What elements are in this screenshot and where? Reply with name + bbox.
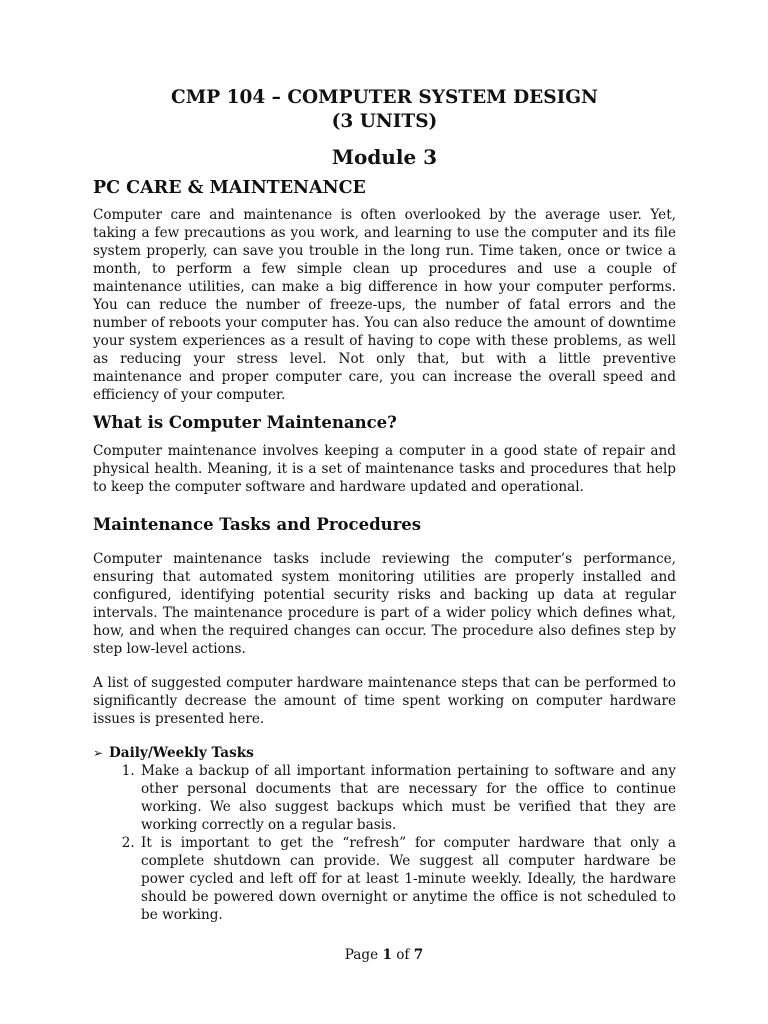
section-heading-what-is: What is Computer Maintenance? xyxy=(93,413,397,432)
tasks-paragraph-1: Computer maintenance tasks include reviewing the computer’s performance, ensuring that automated system monitoring utilities are properly installed and configured, identifying potential security risks and backing up data at regular intervals. The maintenance procedure is part of a wider policy which defines what, how, and when the required changes can occur. The procedure also defines step by step low-level actions. xyxy=(93,551,676,657)
current-page-number: 1 xyxy=(382,947,392,963)
course-units: (3 UNITS) xyxy=(331,111,438,132)
tasks-paragraph-2: A list of suggested computer hardware maintenance steps that can be performed to significantly decrease the amount of time spent working on computer hardware issues is presented here. xyxy=(93,675,676,727)
section-heading-tasks: Maintenance Tasks and Procedures xyxy=(93,515,422,534)
of-word: of xyxy=(396,947,410,963)
section-heading-pc-care: PC CARE & MAINTENANCE xyxy=(93,178,366,198)
total-pages-number: 7 xyxy=(413,947,424,963)
list-item: 1. Make a backup of all important information pertaining to software and any other personal documents that are necessary for the office to continue working. We also suggest backups which must be verified that they are working correctly on a regular basis. xyxy=(139,762,676,834)
task-list xyxy=(93,762,676,924)
page-word: Page xyxy=(344,947,379,963)
list-item: 2. It is important to get the “refresh” for computer hardware that only a complete shutdown can provide. We suggest all computer hardware be power cycled and left off for at least 1-minute weekly. Ideally, the hardware should be powered down overnight or anytime the office is not scheduled to be working. xyxy=(139,834,676,924)
arrow-bullet-icon: ➢ xyxy=(93,746,104,760)
pc-care-paragraph: Computer care and maintenance is often overlooked by the average user. Yet, taking a few precautions as you work, and learning to use the computer and its file system properly, can save you trouble in the long run. Time taken, once or twice a month, to perform a few simple clean up procedures and use a couple of maintenance utilities, can make a big difference in how your computer performs. You can reduce the number of freeze-ups, the number of fatal errors and the number of reboots your computer has. You can also reduce the amount of downtime your system experiences as a result of having to cope with these problems, as well as reducing your stress level. Not only that, but with a little preventive maintenance and proper computer care, you can increase the overall speed and efficiency of your computer. xyxy=(93,207,676,403)
course-title: CMP 104 – COMPUTER SYSTEM DESIGN xyxy=(171,87,598,108)
what-is-paragraph: Computer maintenance involves keeping a computer in a good state of repair and physical health. Meaning, it is a set of maintenance tasks and procedures that help to keep the computer software and hardware updated and operational. xyxy=(93,443,676,495)
page-footer xyxy=(0,946,768,964)
module-title: Module 3 xyxy=(331,145,438,169)
daily-weekly-bullet xyxy=(93,744,676,762)
daily-weekly-label: Daily/Weekly Tasks xyxy=(109,745,254,761)
